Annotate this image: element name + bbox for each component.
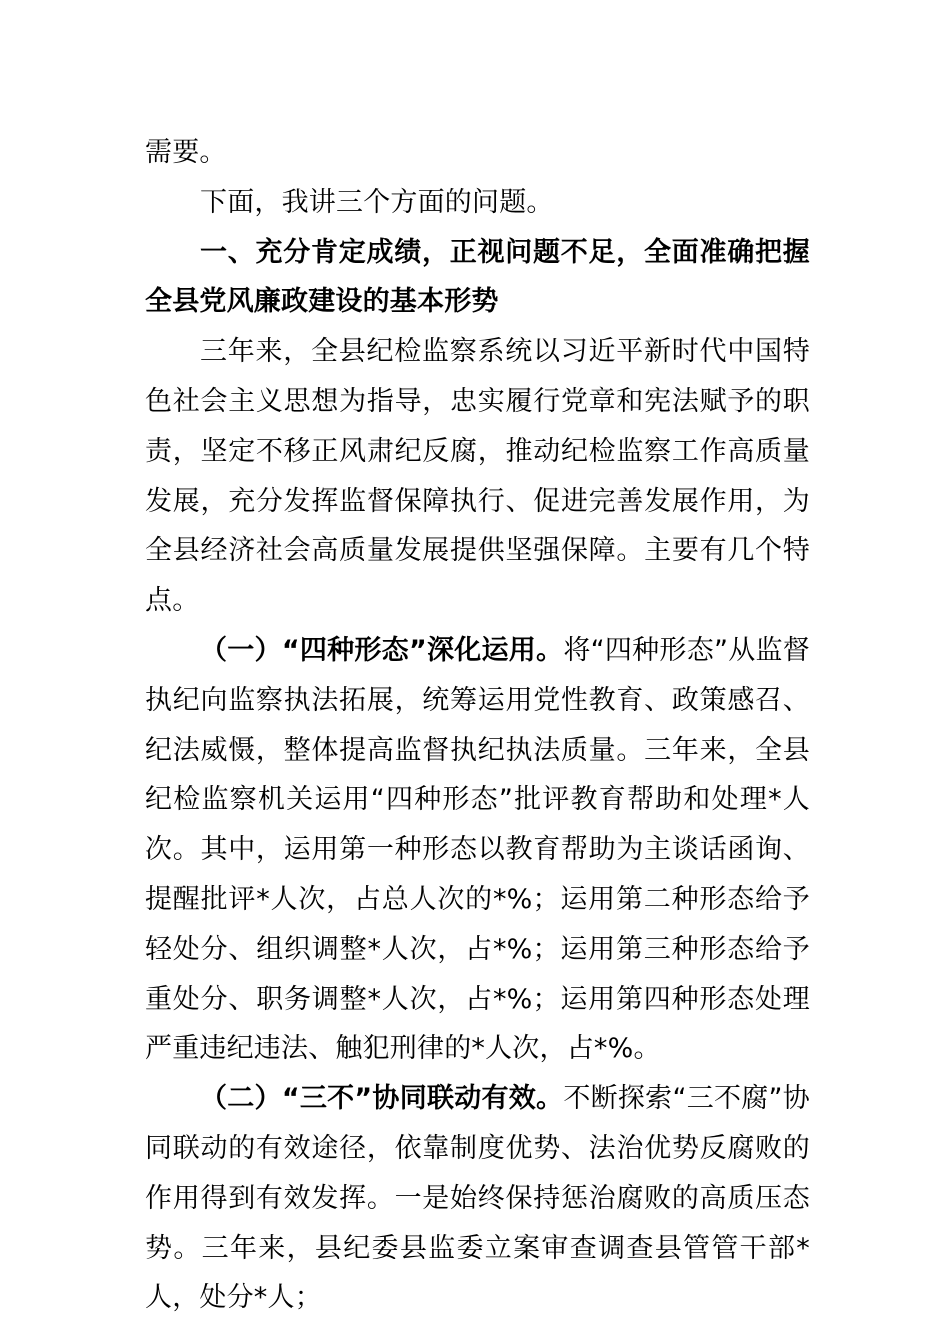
item2-body: 不断探索“三不腐”协同联动的有效途径，依靠制度优势、法治优势反腐败的作用得到有效发挥。一是始终保持惩治腐败的高质压态势。三年来，县纪委县监委立案审查调查县管管干部*人，处分*人； (145, 1083, 810, 1314)
item2-heading: （二）“三不”协同联动有效。 (200, 1083, 564, 1115)
item1-heading: （一）“四种形态”深化运用。 (200, 634, 564, 666)
item2-paragraph (145, 1074, 810, 1323)
continuation-text: 需要。 (145, 137, 227, 168)
item1-body: 将“四种形态”从监督执纪向监察执法拓展，统筹运用党性教育、政策感召、纪法威慑，整体提高监督执纪执法质量。三年来，全县纪检监察机关运用“四种形态”批评教育帮助和处理*人次。其中，运用第一种形态以教育帮助为主谈话函询、提醒批评*人次，占总人次的*%；运用第二种形态给予轻处分、组织调整*人次，占*%；运用第三种形态给予重处分、职务调整*人次，占*%；运用第四种形态处理严重违纪违法、触犯刑律的*人次，占*%。 (145, 634, 810, 1065)
item1-paragraph (145, 626, 810, 1074)
document-page (145, 128, 810, 1323)
intro-paragraph: 下面，我讲三个方面的问题。 (200, 186, 554, 218)
section-heading: 一、充分肯定成绩，正视问题不足，全面准确把握全县党风廉政建设的基本形势 (145, 236, 810, 318)
section-body-paragraph: 三年来，全县纪检监察系统以习近平新时代中国特色社会主义思想为指导，忠实履行党章和宪法赋予的职责，坚定不移正风肃纪反腐，推动纪检监察工作高质量发展，充分发挥监督保障执行、促进完善发展作用，为全县经济社会高质量发展提供坚强保障。主要有几个特点。 (145, 336, 810, 617)
